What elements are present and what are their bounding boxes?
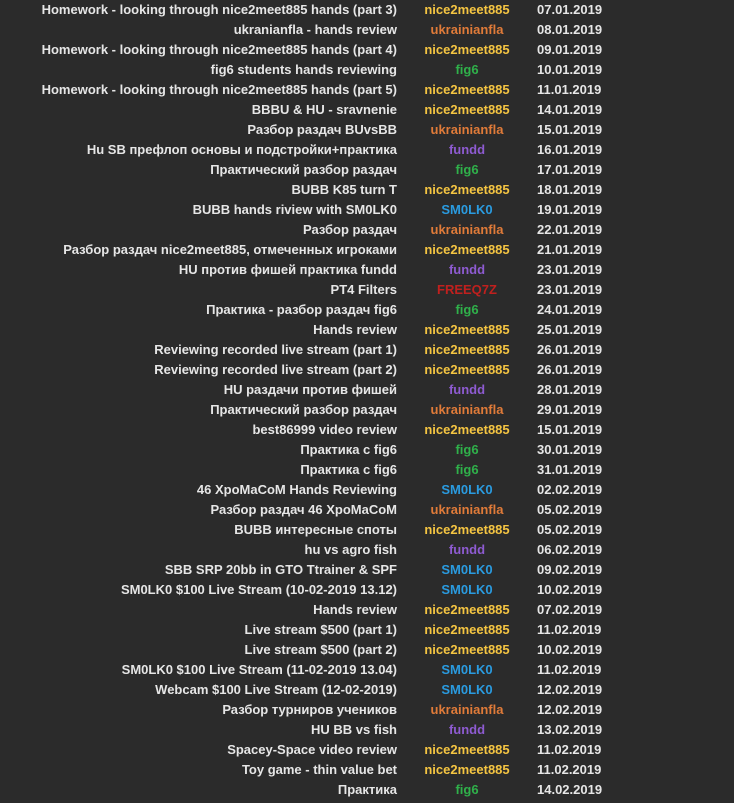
list-item — [0, 300, 734, 320]
author-link[interactable]: fundd — [448, 542, 486, 557]
author-link[interactable]: SM0LK0 — [441, 482, 493, 497]
video-title-link[interactable]: Live stream $500 (part 1) — [244, 622, 397, 637]
author-link[interactable]: fundd — [448, 262, 486, 277]
date-label: 19.01.2019 — [537, 202, 603, 217]
author-link[interactable]: nice2meet885 — [424, 762, 510, 777]
date-label: 07.02.2019 — [537, 602, 603, 617]
date-label: 09.01.2019 — [537, 42, 603, 57]
author-link[interactable]: nice2meet885 — [424, 742, 510, 757]
video-title-link[interactable]: 46 XpoMaCoM Hands Reviewing — [196, 482, 397, 497]
video-title-link[interactable]: ukranianfla - hands review — [233, 22, 397, 37]
date-label: 22.01.2019 — [537, 222, 603, 237]
list-item — [0, 660, 734, 680]
date-label: 18.01.2019 — [537, 182, 603, 197]
date-label: 10.01.2019 — [537, 62, 603, 77]
author-link[interactable]: nice2meet885 — [424, 102, 510, 117]
date-label: 07.01.2019 — [537, 2, 603, 17]
author-link[interactable]: fig6 — [455, 162, 479, 177]
video-title-link[interactable]: HU BB vs fish — [311, 722, 397, 737]
date-label: 26.01.2019 — [537, 362, 603, 377]
video-title-link[interactable]: hu vs agro fish — [304, 542, 397, 557]
list-item — [0, 260, 734, 280]
date-label: 30.01.2019 — [537, 442, 603, 457]
date-label: 11.01.2019 — [537, 82, 602, 97]
video-title-link[interactable]: Hands review — [313, 322, 397, 337]
date-label: 14.02.2019 — [537, 782, 603, 797]
list-item — [0, 180, 734, 200]
video-title-link[interactable]: BUBB hands riview with SM0LK0 — [192, 202, 397, 217]
date-label: 10.02.2019 — [537, 642, 603, 657]
author-link[interactable]: SM0LK0 — [441, 202, 493, 217]
date-label: 12.02.2019 — [537, 702, 603, 717]
list-item — [0, 240, 734, 260]
date-label: 16.01.2019 — [537, 142, 603, 157]
video-title-link[interactable]: Разбор раздач nice2meet885, отмеченных игроками — [63, 242, 397, 257]
video-title-link[interactable]: HU против фишей практика fundd — [178, 262, 397, 277]
video-title-link[interactable]: BUBB K85 turn T — [291, 182, 397, 197]
video-title-link[interactable]: Spacey-Space video review — [227, 742, 397, 757]
video-title-link[interactable]: Homework - looking through nice2meet885 hands (part 4) — [41, 42, 397, 57]
author-link[interactable]: fundd — [448, 382, 486, 397]
date-label: 29.01.2019 — [537, 402, 603, 417]
video-title-link[interactable]: HU раздачи против фишей — [223, 382, 397, 397]
author-link[interactable]: SM0LK0 — [441, 682, 493, 697]
date-label: 08.01.2019 — [537, 22, 603, 37]
list-item — [0, 400, 734, 420]
date-label: 25.01.2019 — [537, 322, 603, 337]
list-item — [0, 440, 734, 460]
list-item — [0, 720, 734, 740]
author-link[interactable]: nice2meet885 — [424, 42, 510, 57]
video-title-link[interactable]: Разбор турниров учеников — [222, 702, 397, 717]
author-link[interactable]: SM0LK0 — [441, 662, 493, 677]
date-label: 09.02.2019 — [537, 562, 603, 577]
list-item — [0, 160, 734, 180]
video-title-link[interactable]: SM0LK0 $100 Live Stream (10-02-2019 13.12) — [120, 582, 397, 597]
list-item — [0, 380, 734, 400]
author-link[interactable]: nice2meet885 — [424, 622, 510, 637]
video-title-link[interactable]: BBBU & HU - sravnenie — [251, 102, 397, 117]
date-label: 06.02.2019 — [537, 542, 603, 557]
author-link[interactable]: ukrainianfla — [430, 702, 504, 717]
list-item — [0, 460, 734, 480]
video-title-link[interactable]: Webcam $100 Live Stream (12-02-2019) — [155, 682, 397, 697]
author-link[interactable]: nice2meet885 — [424, 422, 510, 437]
video-title-link[interactable]: Разбор раздач BUvsBB — [247, 122, 397, 137]
list-item — [0, 80, 734, 100]
video-title-link[interactable]: Reviewing recorded live stream (part 1) — [154, 342, 397, 357]
list-item — [0, 760, 734, 780]
list-item — [0, 540, 734, 560]
author-link[interactable]: fig6 — [455, 442, 479, 457]
author-link[interactable]: SM0LK0 — [441, 582, 493, 597]
date-label: 11.02.2019 — [537, 742, 602, 757]
list-item — [0, 480, 734, 500]
author-link[interactable]: nice2meet885 — [424, 242, 510, 257]
list-item — [0, 700, 734, 720]
date-label: 23.01.2019 — [537, 282, 603, 297]
list-item — [0, 100, 734, 120]
author-link[interactable]: fundd — [448, 722, 486, 737]
list-item — [0, 60, 734, 80]
video-title-link[interactable]: Reviewing recorded live stream (part 2) — [154, 362, 397, 377]
author-link[interactable]: nice2meet885 — [424, 82, 510, 97]
list-item — [0, 420, 734, 440]
author-link[interactable]: ukrainianfla — [430, 402, 504, 417]
video-title-link[interactable]: Toy game - thin value bet — [241, 762, 397, 777]
date-label: 17.01.2019 — [537, 162, 603, 177]
author-link[interactable]: fig6 — [455, 62, 479, 77]
author-link[interactable]: nice2meet885 — [424, 182, 510, 197]
author-link[interactable]: nice2meet885 — [424, 342, 510, 357]
video-title-link[interactable]: Homework - looking through nice2meet885 hands (part 5) — [41, 82, 397, 97]
list-item — [0, 620, 734, 640]
video-title-link[interactable]: Практический разбор раздач — [210, 402, 397, 417]
date-label: 15.01.2019 — [537, 122, 603, 137]
list-item — [0, 520, 734, 540]
date-label: 26.01.2019 — [537, 342, 603, 357]
date-label: 21.01.2019 — [537, 242, 603, 257]
author-link[interactable]: nice2meet885 — [424, 602, 510, 617]
date-label: 11.02.2019 — [537, 762, 602, 777]
list-item — [0, 360, 734, 380]
list-item — [0, 500, 734, 520]
date-label: 05.02.2019 — [537, 522, 603, 537]
video-title-link[interactable]: SBB SRP 20bb in GTO Ttrainer & SPF — [164, 562, 397, 577]
author-link[interactable]: ukrainianfla — [430, 22, 504, 37]
video-title-link[interactable]: Hands review — [313, 602, 397, 617]
video-title-link[interactable]: Разбор раздач 46 XpoMaCoM — [210, 502, 397, 517]
date-label: 14.01.2019 — [537, 102, 603, 117]
list-item — [0, 20, 734, 40]
author-link[interactable]: ukrainianfla — [430, 222, 504, 237]
list-item — [0, 320, 734, 340]
video-title-link[interactable]: Практика с fig6 — [300, 462, 397, 477]
video-title-link[interactable]: BUBB интересные споты — [234, 522, 397, 537]
date-label: 11.02.2019 — [537, 622, 602, 637]
author-link[interactable]: nice2meet885 — [424, 642, 510, 657]
video-title-link[interactable]: Практический разбор раздач — [210, 162, 397, 177]
list-item — [0, 740, 734, 760]
video-title-link[interactable]: Homework - looking through nice2meet885 hands (part 3) — [41, 2, 397, 17]
author-link[interactable]: nice2meet885 — [424, 322, 510, 337]
list-item — [0, 140, 734, 160]
list-item — [0, 600, 734, 620]
list-item — [0, 680, 734, 700]
date-label: 11.02.2019 — [537, 662, 602, 677]
date-label: 23.01.2019 — [537, 262, 603, 277]
author-link[interactable]: ukrainianfla — [430, 502, 504, 517]
date-label: 12.02.2019 — [537, 682, 603, 697]
list-item — [0, 280, 734, 300]
date-label: 10.02.2019 — [537, 582, 603, 597]
video-title-link[interactable]: Hu SB префлоп основы и подстройки+практика — [86, 142, 397, 157]
list-item — [0, 580, 734, 600]
list-item — [0, 780, 734, 800]
author-link[interactable]: ukrainianfla — [430, 122, 504, 137]
author-link[interactable]: fig6 — [455, 782, 479, 797]
video-title-link[interactable]: Разбор раздач — [302, 222, 397, 237]
list-item — [0, 0, 734, 20]
video-title-link[interactable]: PT4 Filters — [330, 282, 397, 297]
author-link[interactable]: FREEQ7Z — [437, 282, 497, 297]
date-label: 15.01.2019 — [537, 422, 603, 437]
list-item — [0, 560, 734, 580]
video-title-link[interactable]: SM0LK0 $100 Live Stream (11-02-2019 13.04) — [121, 662, 397, 677]
date-label: 02.02.2019 — [537, 482, 603, 497]
video-title-link[interactable]: best86999 video review — [252, 422, 397, 437]
author-link[interactable]: fig6 — [455, 462, 479, 477]
author-link[interactable]: nice2meet885 — [424, 522, 510, 537]
author-link[interactable]: nice2meet885 — [424, 2, 510, 17]
list-item — [0, 340, 734, 360]
list-item — [0, 200, 734, 220]
list-item — [0, 640, 734, 660]
video-title-link[interactable]: Практика с fig6 — [300, 442, 397, 457]
date-label: 13.02.2019 — [537, 722, 603, 737]
list-item — [0, 120, 734, 140]
date-label: 05.02.2019 — [537, 502, 603, 517]
list-item — [0, 220, 734, 240]
video-title-link[interactable]: Live stream $500 (part 2) — [244, 642, 397, 657]
author-link[interactable]: fundd — [448, 142, 486, 157]
video-title-link[interactable]: fig6 students hands reviewing — [210, 62, 397, 77]
date-label: 24.01.2019 — [537, 302, 603, 317]
list-item — [0, 40, 734, 60]
author-link[interactable]: fig6 — [455, 302, 479, 317]
date-label: 28.01.2019 — [537, 382, 603, 397]
date-label: 31.01.2019 — [537, 462, 603, 477]
author-link[interactable]: SM0LK0 — [441, 562, 493, 577]
video-title-link[interactable]: Практика — [337, 782, 397, 797]
author-link[interactable]: nice2meet885 — [424, 362, 510, 377]
video-title-link[interactable]: Практика - разбор раздач fig6 — [206, 302, 397, 317]
